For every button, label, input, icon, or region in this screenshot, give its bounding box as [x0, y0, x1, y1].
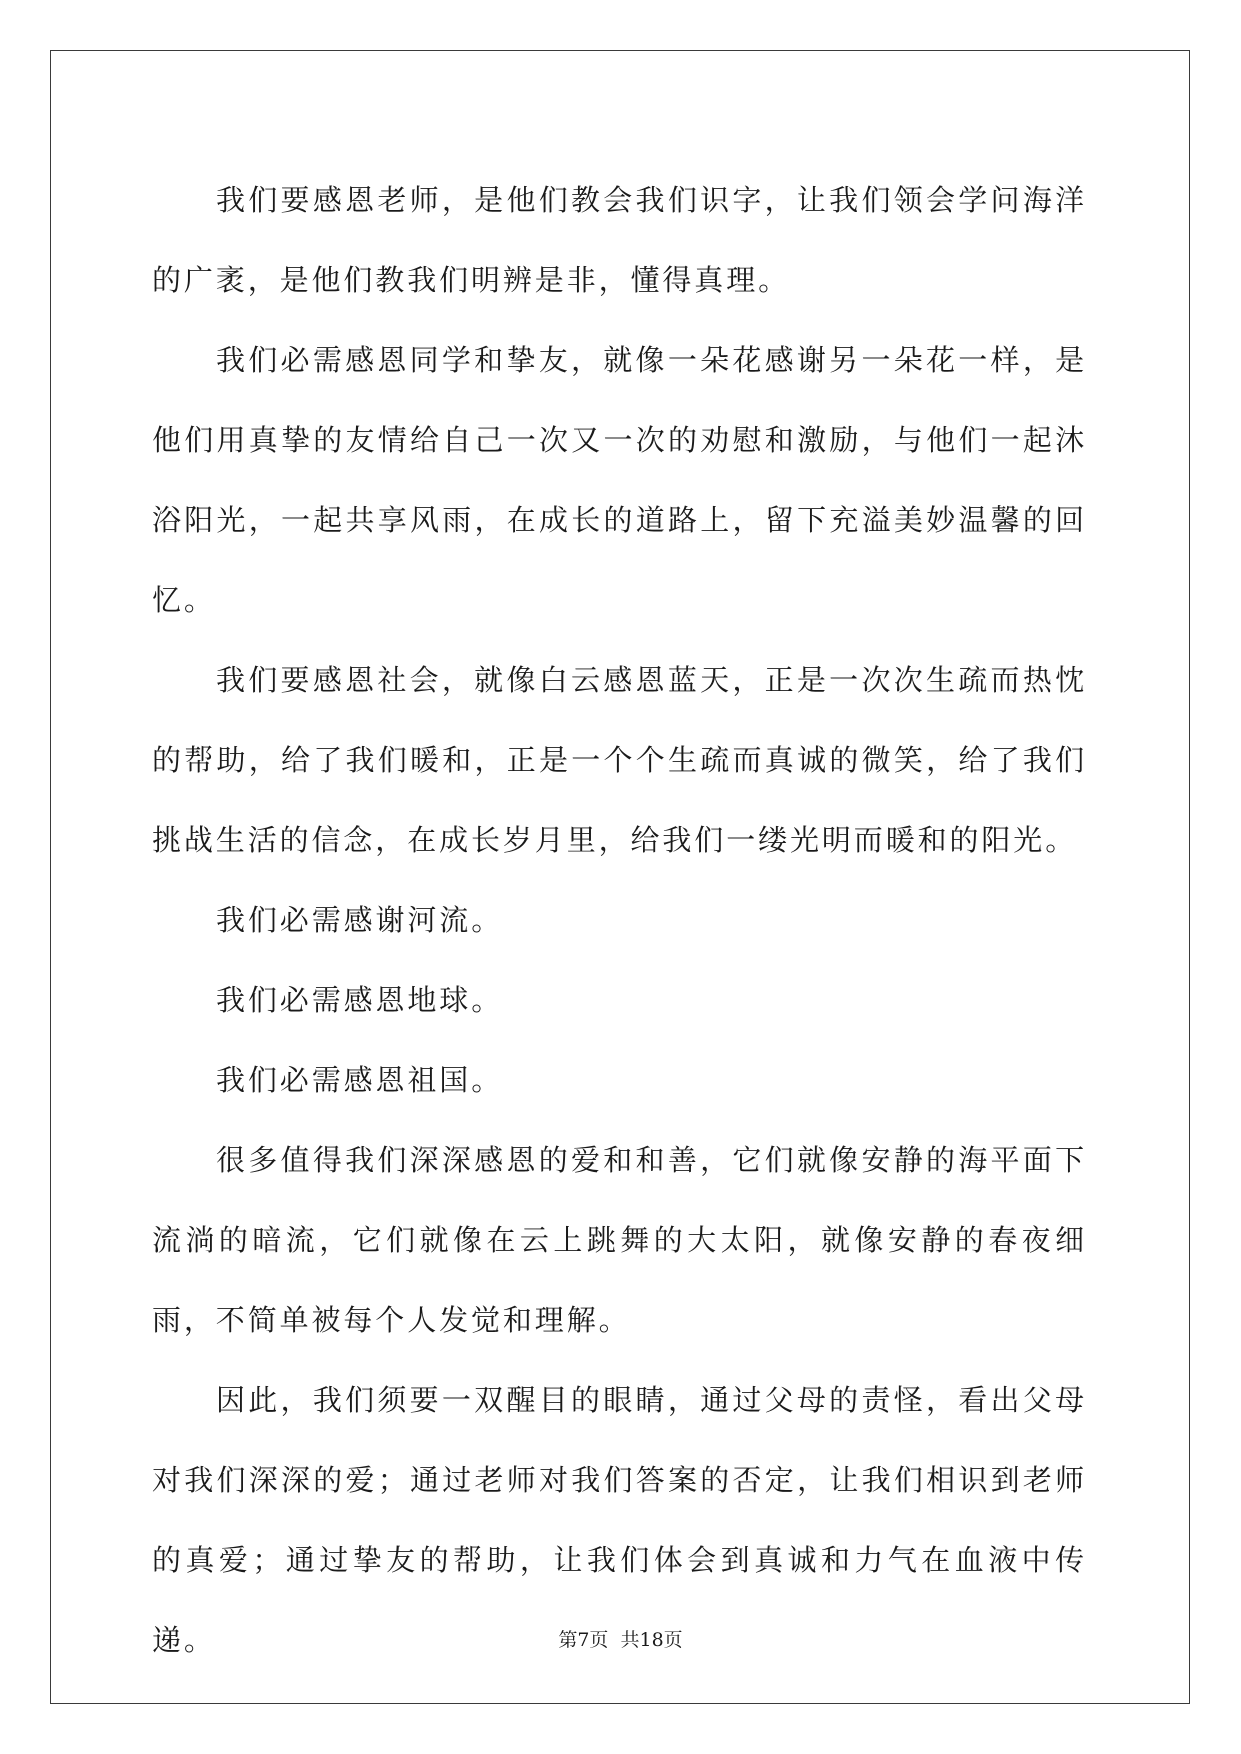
paragraph: 我们必需感谢河流。 [216, 903, 504, 937]
paragraph: 因此，我们须要一双醒目的眼睛，通过父母的责怪，看出父母对我们深深的爱；通过老师对我们答案的否定，让我们相识到老师的真爱；通过挚友的帮助，让我们体会到真诚和力气在血液中传递。 [152, 1383, 1087, 1657]
paragraph: 我们必需感恩地球。 [216, 983, 504, 1017]
paragraph: 我们必需感恩同学和挚友，就像一朵花感谢另一朵花一样，是他们用真挚的友情给自己一次又一次的劝慰和激励，与他们一起沐浴阳光，一起共享风雨，在成长的道路上，留下充溢美妙温馨的回忆。 [152, 343, 1087, 617]
paragraph: 我们必需感恩祖国。 [216, 1063, 504, 1097]
paragraph: 我们要感恩老师，是他们教会我们识字，让我们领会学问海洋的广袤，是他们教我们明辨是非，懂得真理。 [152, 183, 1087, 297]
page-number: 第7页 共18页 [558, 1629, 683, 1651]
paragraph: 很多值得我们深深感恩的爱和和善，它们就像安静的海平面下流淌的暗流，它们就像在云上跳舞的大太阳，就像安静的春夜细雨，不简单被每个人发觉和理解。 [152, 1143, 1087, 1337]
paragraph: 我们要感恩社会，就像白云感恩蓝天，正是一次次生疏而热忱的帮助，给了我们暖和，正是一个个生疏而真诚的微笑，给了我们挑战生活的信念，在成长岁月里，给我们一缕光明而暖和的阳光。 [152, 663, 1087, 857]
document-body [152, 160, 1087, 1680]
